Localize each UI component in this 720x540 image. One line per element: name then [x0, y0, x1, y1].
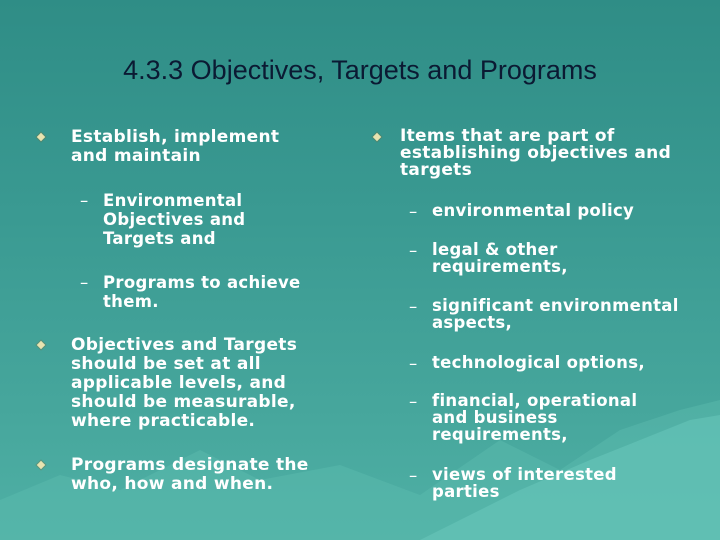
dash-icon: –: [409, 202, 418, 221]
dash-icon: –: [409, 466, 418, 485]
right-item-6: views of interested parties: [432, 465, 617, 501]
right-item-3: significant environmental aspects,: [432, 296, 679, 332]
left-bullet-3: Programs designate the who, how and when.: [71, 455, 309, 494]
right-bullet-1: Items that are part of establishing objectives and targets: [400, 126, 672, 180]
dash-icon: –: [80, 273, 89, 292]
bullet-diamond-icon: [37, 133, 45, 141]
dash-icon: –: [409, 297, 418, 316]
bullet-diamond-icon: [37, 341, 45, 349]
right-item-2: legal & other requirements,: [432, 240, 568, 276]
right-item-4: technological options,: [432, 353, 645, 372]
right-item-5: financial, operational and business requirements,: [432, 391, 638, 444]
slide-title: 4.3.3 Objectives, Targets and Programs: [123, 55, 597, 85]
dash-icon: –: [409, 392, 418, 411]
right-item-1: environmental policy: [432, 201, 635, 220]
left-sub-item-2: Programs to achieve them.: [103, 273, 301, 311]
dash-icon: –: [80, 191, 89, 210]
left-bullet-2: Objectives and Targets should be set at all applicable levels, and should be measurable, where practicable.: [71, 335, 298, 431]
left-bullet-1: Establish, implement and maintain: [71, 127, 280, 166]
bullet-diamond-icon: [373, 133, 381, 141]
dash-icon: –: [409, 241, 418, 260]
dash-icon: –: [409, 354, 418, 373]
left-sub-item-1: Environmental Objectives and Targets and: [103, 191, 246, 248]
